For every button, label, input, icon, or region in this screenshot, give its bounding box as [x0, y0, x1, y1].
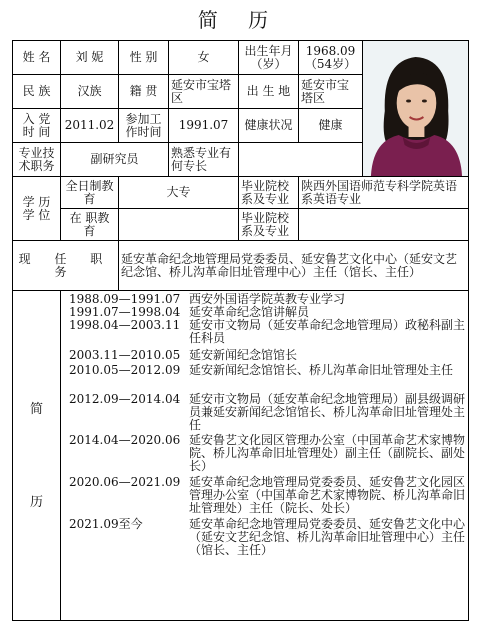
inservice-school — [299, 209, 469, 241]
fulltime-school-label: 毕业院校系及专业 — [239, 177, 299, 209]
history-entry-text: 延安新闻纪念馆馆长、桥儿沟革命旧址管理处主任 — [189, 363, 454, 377]
party-label: 入 党 时 间 — [13, 109, 61, 143]
name-label: 姓 名 — [13, 41, 61, 75]
prof-title-label: 专业技术职务 — [13, 143, 61, 177]
work-label: 参加工作时间 — [119, 109, 169, 143]
history-entry-text: 延安新闻纪念馆馆长 — [189, 348, 298, 362]
fulltime-school: 陕西外国语师范专科学院英语系英语专业 — [299, 177, 469, 209]
position-label: 现 任 职 务 — [13, 241, 119, 291]
history-entry-text: 延安革命纪念地管理局党委委员、延安鲁艺文化中心（延安文艺纪念馆、桥儿沟革命旧址管理中心）主任（馆长、主任） — [189, 517, 466, 557]
history-entry-date: 2021.09至今 — [69, 517, 143, 531]
inservice-label: 在 职教 育 — [61, 209, 119, 241]
position-value: 延安革命纪念地管理局党委委员、延安鲁艺文化中心（延安文艺纪念馆、桥儿沟革命旧址管理中心）主任（馆长、主任） — [119, 241, 469, 291]
ethnicity-label: 民 族 — [13, 75, 61, 109]
ethnicity-value: 汉族 — [61, 75, 119, 109]
party-date: 2011.02 — [61, 109, 119, 143]
portrait-image — [363, 41, 468, 176]
specialty-label: 熟悉专业有何专长 — [169, 143, 239, 177]
history-label — [13, 291, 61, 621]
health-value: 健康 — [299, 109, 363, 143]
inservice-school-label: 毕业院校系及专业 — [239, 209, 299, 241]
history-entry-date: 2020.06—2021.09 — [69, 475, 181, 489]
history-list — [61, 291, 469, 621]
birth-value: 1968.09（54岁） — [299, 41, 363, 75]
history-entry-date: 1991.07—1998.04 — [69, 305, 181, 319]
native-value: 延安市宝塔区 — [169, 75, 239, 109]
birthplace-value: 延安市宝塔区 — [299, 75, 363, 109]
history-label-1: 简 — [29, 401, 43, 417]
birthplace-label: 出 生 地 — [239, 75, 299, 109]
history-label-2: 历 — [29, 494, 43, 510]
history-entry-text: 延安革命纪念地管理局党委委员、延安鲁艺文化园区管理办公室（中国革命艺术家博物院、桥儿沟革命旧址管理处）主任（院长、处长） — [189, 475, 466, 515]
history-entry-date: 2003.11—2010.05 — [69, 348, 181, 362]
health-label: 健康状况 — [239, 109, 299, 143]
gender-value: 女 — [169, 41, 239, 75]
specialty-value — [239, 143, 363, 177]
fulltime-label: 全日制教 育 — [61, 177, 119, 209]
history-entry-text: 延安鲁艺文化园区管理办公室（中国革命艺术家博物院、桥儿沟革命旧址管理处）副主任（副院长、副处长） — [189, 433, 466, 473]
page-title: 简 历 — [197, 8, 281, 32]
inservice-degree — [119, 209, 239, 241]
history-entry-text: 延安市文物局（延安革命纪念地管理局）副县级调研员兼延安新闻纪念馆馆长、桥儿沟革命旧址管理处主任 — [189, 392, 466, 432]
education-label: 学 历 学 位 — [13, 177, 61, 241]
fulltime-degree: 大专 — [119, 177, 239, 209]
name-value: 刘 妮 — [61, 41, 119, 75]
history-entry-date: 1988.09—1991.07 — [69, 292, 181, 306]
resume-table — [12, 40, 469, 621]
history-entry-date: 2010.05—2012.09 — [69, 363, 181, 377]
history-entry-text: 延安革命纪念馆讲解员 — [189, 305, 310, 319]
work-date: 1991.07 — [169, 109, 239, 143]
history-entry-date: 2012.09—2014.04 — [69, 392, 181, 406]
history-entry-text: 延安市文物局（延安革命纪念地管理局）政秘科副主任科员 — [189, 318, 466, 345]
gender-label: 性 别 — [119, 41, 169, 75]
history-entry-date: 2014.04—2020.06 — [69, 433, 181, 447]
native-label: 籍 贯 — [119, 75, 169, 109]
history-entries — [61, 291, 468, 619]
birth-label: 出生年月（岁） — [239, 41, 299, 75]
history-entry-text: 西安外国语学院英教专业学习 — [189, 292, 346, 306]
history-entry-date: 1998.04—2003.11 — [69, 318, 181, 332]
profile-photo — [363, 41, 469, 177]
prof-title-value: 副研究员 — [61, 143, 169, 177]
